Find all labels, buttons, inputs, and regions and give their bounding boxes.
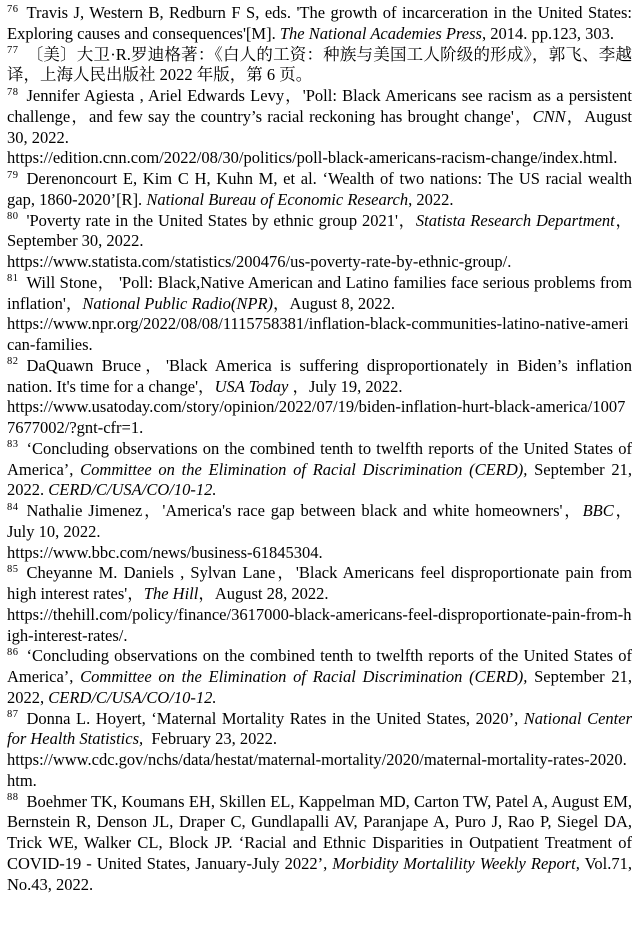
footnote-number: 86	[7, 646, 19, 658]
reference-text: Will Stone， 'Poll: Black,Native American and Latino families face serious problems from inflation'，	[7, 272, 632, 313]
source-name: CERD/C/USA/CO/10-12.	[48, 687, 217, 707]
reference-text: ，August 28, 2022.	[198, 584, 329, 603]
footnote-body	[7, 792, 632, 894]
footnote-body	[7, 439, 632, 500]
reference-text: Boehmer TK, Koumans EH, Skillen EL, Kappelman MD, Carton TW, Patel A, August EM, Bernstein R, Denson JL, Draper C, Gundlapalli AV, Paranjape A, Puro J, Rao P, Siegel DA, Trick WE, Walker CL, Block JP. ‘Racial and Ethnic Disparities in Outpatient Treatment of COVID-19 - United States, January-July 2022’,	[7, 791, 632, 873]
footnote-entry	[7, 211, 632, 273]
source-name: Morbidity Mortalility Weekly Report,	[332, 853, 580, 873]
footnote-body	[7, 86, 632, 169]
footnote-body	[7, 273, 632, 356]
reference-url: https://www.statista.com/statistics/200476/us-poverty-rate-by-ethnic-group/.	[7, 252, 512, 271]
source-name: USA Today	[214, 376, 289, 396]
footnote-entry	[7, 646, 632, 708]
reference-text: Donna L. Hoyert, ‘Maternal Mortality Rates in the United States, 2020’,	[26, 708, 524, 728]
footnote-entry	[7, 86, 632, 169]
reference-text: Travis J, Western B, Redburn F S, eds. 'The growth of incarceration in the United States: Exploring causes and consequences'[M].	[7, 3, 632, 43]
footnote-entry	[7, 563, 632, 646]
footnote-entry	[7, 709, 632, 792]
footnote-number: 85	[7, 563, 19, 575]
source-name: The National Academies Press	[279, 23, 482, 43]
reference-text: Jennifer Agiesta , Ariel Edwards Levy，'Poll: Black Americans see racism as a persistent challenge，and few say the country’s racial reckoning has brought change'，	[7, 86, 632, 126]
footnote-body	[7, 356, 632, 439]
source-name: Statista Research Department	[415, 210, 615, 230]
reference-url: https://thehill.com/policy/finance/3617000-black-americans-feel-disproportionate-pain-from-high-interest-rates/.	[7, 604, 632, 645]
footnotes-list	[7, 3, 632, 895]
footnote-entry	[7, 792, 632, 896]
footnote-entry	[7, 439, 632, 501]
footnote-number: 79	[7, 169, 19, 181]
reference-text: ‘Concluding observations on the combined tenth to twelfth reports of the United States of America’,	[7, 646, 632, 686]
source-name: National Public Radio(NPR)	[82, 293, 274, 313]
reference-url: https://www.cdc.gov/nchs/data/hestat/maternal-mortality/2020/maternal-mortality-rates-2020.htm.	[7, 750, 627, 790]
source-name: Committee on the Elimination of Racial Discrimination (CERD),	[80, 459, 528, 479]
source-name: National Bureau of Economic Research	[146, 189, 409, 209]
reference-text: Derenoncourt E, Kim C H, Kuhn M, et al. ‘Wealth of two nations: The US racial wealth gap, 1860-2020’[R].	[7, 169, 632, 209]
footnote-body	[7, 3, 632, 43]
footnote-entry	[7, 169, 632, 211]
reference-url: https://edition.cnn.com/2022/08/30/politics/poll-black-americans-racism-change/index.html.	[7, 148, 618, 168]
reference-text: ，August 8, 2022.	[273, 293, 395, 313]
footnote-entry	[7, 3, 632, 45]
source-name: BBC	[582, 501, 614, 520]
footnote-number: 87	[7, 709, 19, 720]
reference-text: DaQuawn Bruce，'Black America is suffering disproportionately in Biden’s inflation nation. It's time for a change'，	[7, 355, 632, 396]
reference-text: ，September 30, 2022.	[7, 210, 633, 251]
footnote-number: 76	[7, 3, 19, 15]
reference-text: , 2014. pp.123, 303.	[481, 23, 614, 43]
reference-text: Cheyanne M. Daniels , Sylvan Lane，'Black Americans feel disproportionate pain from high interest rates'，	[7, 563, 632, 603]
reference-text: 'Poverty rate in the United States by ethnic group 2021'，	[26, 210, 416, 230]
reference-text: ‘Concluding observations on the combined tenth to twelfth reports of the United States of America’,	[7, 438, 632, 479]
reference-text: 〔美〕大卫·R.罗迪格著：《白人的工资：种族与美国工人阶级的形成》，郭飞、李越译，上海人民出版社 2022 年版，第 6 页。	[7, 44, 632, 85]
source-name: The Hill	[143, 584, 199, 603]
source-name: National Center for Health Statistics,	[7, 708, 632, 749]
reference-text: ，August 30, 2022.	[7, 106, 632, 147]
reference-text: ，July 10, 2022.	[7, 501, 632, 541]
footnote-number: 82	[7, 356, 19, 368]
footnote-body	[7, 211, 632, 273]
footnote-body	[7, 45, 632, 85]
footnote-entry	[7, 501, 632, 563]
footnote-entry	[7, 273, 632, 356]
source-name: CERD/C/USA/CO/10-12.	[48, 480, 217, 500]
footnote-entry	[7, 45, 632, 87]
reference-text: , 2022.	[408, 189, 454, 209]
reference-url: https://www.bbc.com/news/business-61845304.	[7, 542, 323, 562]
footnote-number: 83	[7, 439, 19, 451]
footnote-body	[7, 709, 632, 792]
source-name: Committee on the Elimination of Racial Discrimination (CERD),	[80, 667, 528, 686]
reference-url: https://www.usatoday.com/story/opinion/2022/07/19/biden-inflation-hurt-black-america/10077677002/?gnt-cfr=1.	[7, 397, 626, 437]
reference-text: September 21, 2022,	[7, 667, 633, 707]
footnote-number: 84	[7, 501, 19, 513]
footnote-body	[7, 646, 632, 707]
footnote-body	[7, 501, 632, 563]
source-name: CNN	[532, 106, 566, 126]
footnote-number: 78	[7, 86, 19, 98]
reference-text: February 23, 2022.	[143, 729, 277, 749]
reference-text: September 21, 2022.	[7, 459, 633, 500]
footnote-number: 77	[7, 45, 19, 56]
reference-text: Nathalie Jimenez，'America's race gap between black and white homeowners'，	[26, 501, 583, 520]
footnote-body	[7, 563, 632, 646]
footnote-number: 81	[7, 273, 19, 285]
reference-url: https://www.npr.org/2022/08/08/1115758381/inflation-black-communities-latino-native-american-families.	[7, 314, 629, 354]
footnote-entry	[7, 356, 632, 439]
reference-text: ，July 19, 2022.	[288, 376, 403, 396]
footnote-number: 88	[7, 792, 19, 803]
footnote-body	[7, 169, 632, 209]
footnote-number: 80	[7, 211, 19, 222]
reference-text: Vol.71, No.43, 2022.	[7, 853, 632, 894]
